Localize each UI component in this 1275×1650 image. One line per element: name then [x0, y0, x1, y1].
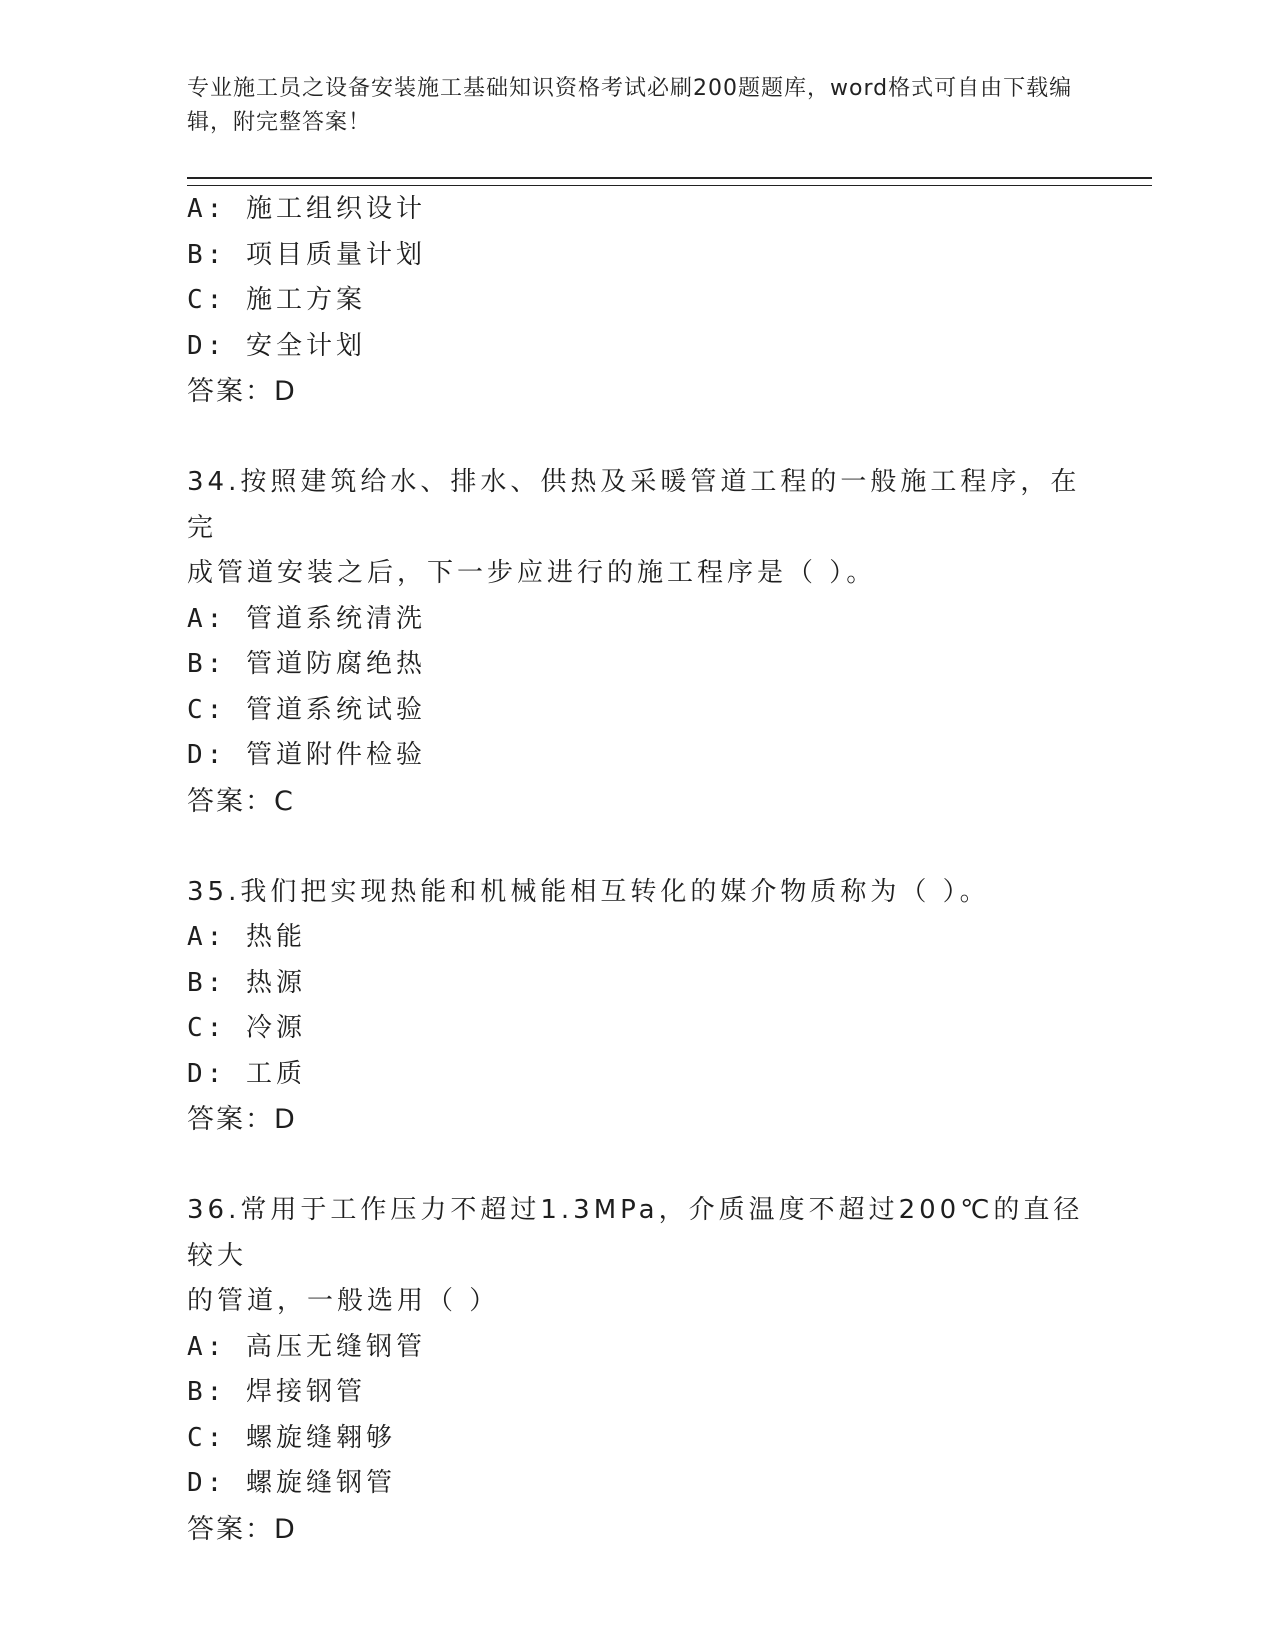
option-d: D: 工质: [187, 1058, 306, 1089]
spacer: [187, 1143, 1107, 1189]
question-stem-line: 成管道安装之后，下一步应进行的施工程序是（ ）。: [187, 558, 877, 588]
option-b: B: 热源: [187, 967, 306, 998]
option-a: A: 高压无缝钢管: [187, 1331, 426, 1362]
question-stem-line: 35.我们把实现热能和机械能相互转化的媒介物质称为（ ）。: [187, 876, 990, 907]
answer-line: 答案：D: [187, 1513, 297, 1545]
question-stem-line: 34.按照建筑给水、排水、供热及采暖管道工程的一般施工程序，在完: [187, 467, 1081, 543]
answer-line: 答案：D: [187, 376, 297, 407]
question-block-36: [187, 1188, 1107, 1552]
question-stem-line: 的管道，一般选用（ ）: [187, 1286, 500, 1316]
option-a: A: 管道系统清洗: [187, 603, 426, 634]
option-c: C: 施工方案: [187, 285, 366, 315]
spacer: [187, 415, 1107, 461]
question-block-33: [187, 187, 1107, 415]
spacer: [187, 824, 1107, 870]
question-stem-line: 36.常用于工作压力不超过1.3MPa，介质温度不超过200℃的直径较大: [187, 1195, 1084, 1271]
option-d: D: 安全计划: [187, 330, 366, 361]
answer-line: 答案：D: [187, 1104, 297, 1135]
option-b: B: 管道防腐绝热: [187, 649, 426, 679]
option-c: C: 管道系统试验: [187, 694, 426, 725]
document-header: [187, 72, 1087, 140]
question-list: [187, 187, 1107, 1552]
question-block-34: [187, 460, 1107, 824]
option-c: C: 螺旋缝翱够: [187, 1422, 396, 1453]
option-c: C: 冷源: [187, 1013, 306, 1043]
header-divider: [187, 177, 1152, 186]
option-d: D: 管道附件检验: [187, 740, 426, 770]
question-block-35: [187, 870, 1107, 1143]
option-d: D: 螺旋缝钢管: [187, 1468, 396, 1498]
header-intro-text: 专业施工员之设备安装施工基础知识资格考试必刷200题题库，word格式可自由下载编辑，附完整答案！: [187, 76, 1073, 135]
answer-line: 答案：C: [187, 785, 295, 817]
option-a: A: 施工组织设计: [187, 194, 426, 224]
option-b: B: 焊接钢管: [187, 1377, 366, 1407]
option-b: B: 项目质量计划: [187, 239, 426, 270]
option-a: A: 热能: [187, 922, 306, 952]
